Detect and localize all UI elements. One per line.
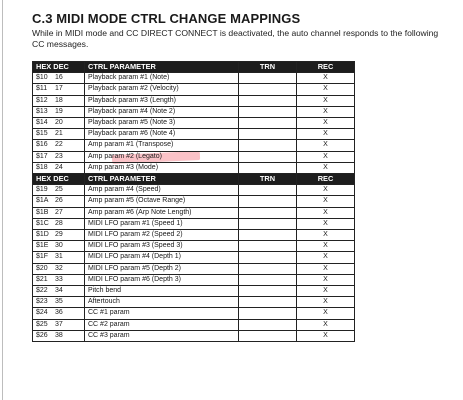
table-header-row bbox=[33, 174, 355, 185]
parameter-cell: MIDI LFO param #2 (Speed 2) bbox=[85, 230, 239, 241]
trn-cell bbox=[239, 84, 297, 95]
table-row bbox=[33, 207, 355, 218]
hexdec-cell bbox=[33, 241, 85, 252]
trn-cell bbox=[239, 263, 297, 274]
dec-value: 18 bbox=[54, 96, 63, 104]
parameter-cell: Amp param #3 (Mode) bbox=[85, 162, 239, 173]
trn-cell bbox=[239, 308, 297, 319]
table-row bbox=[33, 129, 355, 140]
col-hexdec-header: HEX DEC bbox=[33, 62, 85, 73]
hex-value: $24 bbox=[36, 309, 48, 317]
trn-cell bbox=[239, 106, 297, 117]
parameter-cell: Playback param #6 (Note 4) bbox=[85, 129, 239, 140]
parameter-cell: Playback param #5 (Note 3) bbox=[85, 118, 239, 129]
rec-cell: X bbox=[297, 95, 355, 106]
table-row bbox=[33, 308, 355, 319]
dec-value: 23 bbox=[54, 152, 63, 160]
rec-cell: X bbox=[297, 73, 355, 84]
col-trn-header: TRN bbox=[239, 62, 297, 73]
hexdec-cell bbox=[33, 84, 85, 95]
dec-value: 27 bbox=[54, 208, 63, 216]
parameter-cell: MIDI LFO param #1 (Speed 1) bbox=[85, 218, 239, 229]
trn-cell bbox=[239, 73, 297, 84]
table-row bbox=[33, 73, 355, 84]
rec-cell: X bbox=[297, 162, 355, 173]
dec-value: 30 bbox=[54, 242, 63, 250]
parameter-cell: Playback param #4 (Note 2) bbox=[85, 106, 239, 117]
hexdec-cell bbox=[33, 230, 85, 241]
rec-cell: X bbox=[297, 263, 355, 274]
rec-cell: X bbox=[297, 140, 355, 151]
col-trn-header: TRN bbox=[239, 174, 297, 185]
col-rec-header: REC bbox=[297, 62, 355, 73]
rec-cell: X bbox=[297, 84, 355, 95]
trn-cell bbox=[239, 162, 297, 173]
hexdec-cell bbox=[33, 118, 85, 129]
rec-cell: X bbox=[297, 151, 355, 162]
col-parameter-header: CTRL PARAMETER bbox=[85, 174, 239, 185]
table-row bbox=[33, 140, 355, 151]
parameter-cell: Pitch bend bbox=[85, 286, 239, 297]
hex-value: $1A bbox=[36, 197, 49, 205]
hex-value: $20 bbox=[36, 264, 48, 272]
trn-cell bbox=[239, 151, 297, 162]
table-row bbox=[33, 230, 355, 241]
trn-cell bbox=[239, 286, 297, 297]
col-parameter-header: CTRL PARAMETER bbox=[85, 62, 239, 73]
parameter-cell: CC #3 param bbox=[85, 330, 239, 341]
hex-value: $15 bbox=[36, 130, 48, 138]
hex-value: $17 bbox=[36, 152, 48, 160]
parameter-cell: CC #2 param bbox=[85, 319, 239, 330]
dec-value: 22 bbox=[54, 141, 63, 149]
hex-value: $19 bbox=[36, 186, 48, 194]
hexdec-cell bbox=[33, 252, 85, 263]
hex-value: $11 bbox=[36, 85, 48, 93]
rec-cell: X bbox=[297, 308, 355, 319]
table-row bbox=[33, 319, 355, 330]
hexdec-cell bbox=[33, 185, 85, 196]
hexdec-cell bbox=[33, 140, 85, 151]
dec-value: 37 bbox=[54, 320, 63, 328]
trn-cell bbox=[239, 230, 297, 241]
table-row bbox=[33, 218, 355, 229]
trn-cell bbox=[239, 185, 297, 196]
hexdec-cell bbox=[33, 274, 85, 285]
parameter-cell: Amp param #1 (Transpose) bbox=[85, 140, 239, 151]
hex-value: $10 bbox=[36, 74, 48, 82]
col-hexdec-header: HEX DEC bbox=[33, 174, 85, 185]
rec-cell: X bbox=[297, 106, 355, 117]
dec-value: 35 bbox=[54, 298, 63, 306]
dec-value: 38 bbox=[54, 331, 63, 339]
parameter-cell: Amp param #4 (Speed) bbox=[85, 185, 239, 196]
hexdec-cell bbox=[33, 218, 85, 229]
rec-cell: X bbox=[297, 241, 355, 252]
rec-cell: X bbox=[297, 274, 355, 285]
rec-cell: X bbox=[297, 118, 355, 129]
hex-value: $22 bbox=[36, 287, 48, 295]
hex-value: $1B bbox=[36, 208, 49, 216]
dec-value: 19 bbox=[54, 107, 63, 115]
table-row bbox=[33, 252, 355, 263]
col-rec-header: REC bbox=[297, 174, 355, 185]
rec-cell: X bbox=[297, 129, 355, 140]
table-row bbox=[33, 330, 355, 341]
dec-value: 29 bbox=[54, 231, 63, 239]
table-row bbox=[33, 118, 355, 129]
table-row bbox=[33, 274, 355, 285]
trn-cell bbox=[239, 274, 297, 285]
dec-value: 34 bbox=[54, 287, 63, 295]
hex-value: $23 bbox=[36, 298, 48, 306]
hex-value: $14 bbox=[36, 119, 48, 127]
hex-value: $21 bbox=[36, 275, 48, 283]
trn-cell bbox=[239, 218, 297, 229]
dec-value: 20 bbox=[54, 119, 63, 127]
dec-value: 31 bbox=[54, 253, 63, 261]
dec-value: 32 bbox=[54, 264, 63, 272]
hex-value: $16 bbox=[36, 141, 48, 149]
intro-paragraph: While in MIDI mode and CC DIRECT CONNECT is deactivated, the auto channel responds to the following CC messages. bbox=[32, 28, 439, 49]
parameter-cell: CC #1 param bbox=[85, 308, 239, 319]
hexdec-cell bbox=[33, 95, 85, 106]
rec-cell: X bbox=[297, 286, 355, 297]
dec-value: 24 bbox=[54, 163, 63, 171]
trn-cell bbox=[239, 196, 297, 207]
hexdec-cell bbox=[33, 129, 85, 140]
trn-cell bbox=[239, 118, 297, 129]
dec-value: 16 bbox=[54, 74, 63, 82]
parameter-cell: Amp param #6 (Arp Note Length) bbox=[85, 207, 239, 218]
trn-cell bbox=[239, 129, 297, 140]
hexdec-cell bbox=[33, 330, 85, 341]
hexdec-cell bbox=[33, 73, 85, 84]
dec-value: 33 bbox=[54, 275, 63, 283]
table-row bbox=[33, 162, 355, 173]
hex-value: $12 bbox=[36, 96, 48, 104]
trn-cell bbox=[239, 140, 297, 151]
hex-value: $1E bbox=[36, 242, 49, 250]
trn-cell bbox=[239, 252, 297, 263]
dec-value: 36 bbox=[54, 309, 63, 317]
parameter-cell: Playback param #2 (Velocity) bbox=[85, 84, 239, 95]
rec-cell: X bbox=[297, 196, 355, 207]
dec-value: 25 bbox=[54, 186, 63, 194]
hexdec-cell bbox=[33, 207, 85, 218]
hex-value: $13 bbox=[36, 107, 48, 115]
hex-value: $1D bbox=[36, 231, 49, 239]
parameter-cell: MIDI LFO param #5 (Depth 2) bbox=[85, 263, 239, 274]
table-row bbox=[33, 263, 355, 274]
hexdec-cell bbox=[33, 319, 85, 330]
hexdec-cell bbox=[33, 106, 85, 117]
rec-cell: X bbox=[297, 319, 355, 330]
rec-cell: X bbox=[297, 297, 355, 308]
dec-value: 17 bbox=[54, 85, 63, 93]
dec-value: 21 bbox=[54, 130, 63, 138]
table-row bbox=[33, 84, 355, 95]
parameter-cell: Playback param #3 (Length) bbox=[85, 95, 239, 106]
dec-value: 26 bbox=[54, 197, 63, 205]
hexdec-cell bbox=[33, 151, 85, 162]
trn-cell bbox=[239, 297, 297, 308]
hex-value: $1F bbox=[36, 253, 49, 261]
table-row bbox=[33, 106, 355, 117]
hexdec-cell bbox=[33, 297, 85, 308]
rec-cell: X bbox=[297, 230, 355, 241]
parameter-cell: Playback param #1 (Note) bbox=[85, 73, 239, 84]
table-row bbox=[33, 151, 355, 162]
rec-cell: X bbox=[297, 207, 355, 218]
parameter-cell: Amp param #2 (Legato) bbox=[85, 151, 239, 162]
table-header-row bbox=[33, 62, 355, 73]
hex-value: $18 bbox=[36, 163, 48, 171]
rec-cell: X bbox=[297, 185, 355, 196]
rec-cell: X bbox=[297, 330, 355, 341]
page-edge bbox=[2, 0, 3, 400]
table-row bbox=[33, 241, 355, 252]
hex-value: $26 bbox=[36, 331, 48, 339]
table-row bbox=[33, 185, 355, 196]
parameter-cell: MIDI LFO param #4 (Depth 1) bbox=[85, 252, 239, 263]
rec-cell: X bbox=[297, 218, 355, 229]
table-row bbox=[33, 95, 355, 106]
dec-value: 28 bbox=[54, 219, 63, 227]
trn-cell bbox=[239, 241, 297, 252]
hex-value: $1C bbox=[36, 219, 49, 227]
parameter-cell: MIDI LFO param #3 (Speed 3) bbox=[85, 241, 239, 252]
table-row bbox=[33, 297, 355, 308]
trn-cell bbox=[239, 319, 297, 330]
hex-value: $25 bbox=[36, 320, 48, 328]
parameter-cell: MIDI LFO param #6 (Depth 3) bbox=[85, 274, 239, 285]
hexdec-cell bbox=[33, 162, 85, 173]
section-heading: C.3 MIDI MODE CTRL CHANGE MAPPINGS bbox=[32, 11, 301, 26]
hexdec-cell bbox=[33, 308, 85, 319]
hexdec-cell bbox=[33, 263, 85, 274]
trn-cell bbox=[239, 207, 297, 218]
table-row bbox=[33, 196, 355, 207]
parameter-cell: Aftertouch bbox=[85, 297, 239, 308]
trn-cell bbox=[239, 330, 297, 341]
parameter-cell: Amp param #5 (Octave Range) bbox=[85, 196, 239, 207]
rec-cell: X bbox=[297, 252, 355, 263]
hexdec-cell bbox=[33, 196, 85, 207]
hexdec-cell bbox=[33, 286, 85, 297]
trn-cell bbox=[239, 95, 297, 106]
table-row bbox=[33, 286, 355, 297]
cc-mapping-table bbox=[32, 61, 355, 342]
